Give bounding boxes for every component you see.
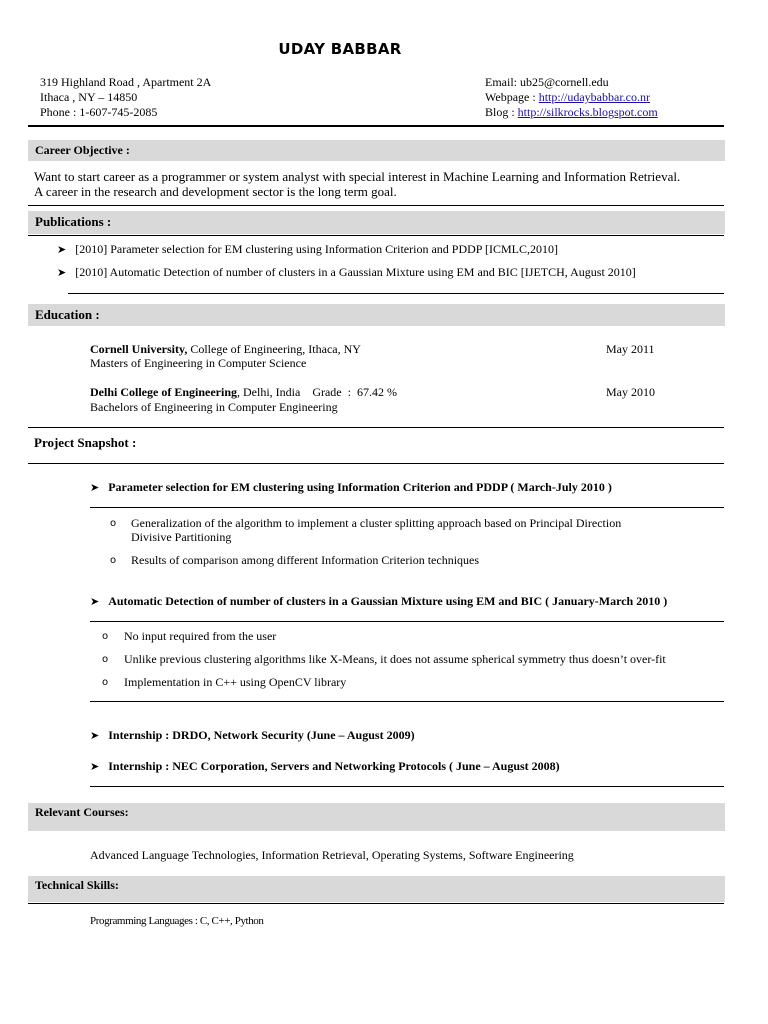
- blog-link[interactable]: http://silkrocks.blogspot.com: [517, 105, 658, 119]
- divider: [28, 903, 724, 904]
- project-bullet-line-1: Generalization of the algorithm to implement a cluster splitting approach based on Principal Direction: [131, 516, 622, 530]
- education-date: May 2011: [606, 342, 655, 356]
- project-bullet: Results of comparison among different Information Criterion techniques: [131, 553, 480, 567]
- project-title-text: Automatic Detection of number of clusters in a Gaussian Mixture using EM and BIC ( January-March 2010 ): [108, 594, 668, 608]
- header-divider: [28, 125, 724, 127]
- skills-heading: Technical Skills:: [35, 878, 119, 892]
- blog: [485, 105, 658, 120]
- email: Email: ub25@cornell.edu: [485, 75, 609, 89]
- section-career-objective: [28, 140, 725, 161]
- arrow-bullet-icon: ➤: [57, 243, 67, 256]
- webpage: [485, 90, 650, 105]
- blog-label: Blog :: [485, 105, 518, 119]
- divider: [68, 293, 724, 294]
- project-title: [90, 594, 667, 609]
- projects-heading: Project Snapshot :: [34, 435, 137, 450]
- project-title-text: Parameter selection for EM clustering using Information Criterion and PDDP ( March-July 2010 ): [108, 480, 612, 494]
- address-line-1: 319 Highland Road , Apartment 2A: [40, 75, 212, 89]
- internship-item: [90, 759, 560, 774]
- publications-heading: Publications :: [35, 214, 112, 229]
- internship-item: [90, 728, 415, 743]
- education-heading: Education :: [35, 307, 100, 322]
- arrow-bullet-icon: ➤: [90, 729, 100, 742]
- school-location: College of Engineering, Ithaca, NY: [187, 342, 361, 356]
- education-date: May 2010: [606, 385, 655, 399]
- education-school: [90, 385, 397, 400]
- arrow-bullet-icon: ➤: [57, 266, 67, 279]
- arrow-bullet-icon: ➤: [90, 760, 100, 773]
- arrow-bullet-icon: ➤: [90, 595, 100, 608]
- webpage-label: Webpage :: [485, 90, 539, 104]
- courses-heading: Relevant Courses:: [35, 805, 129, 819]
- education-degree: Masters of Engineering in Computer Science: [90, 356, 307, 370]
- courses-text: Advanced Language Technologies, Information Retrieval, Operating Systems, Software Engineering: [90, 848, 574, 862]
- address-line-2: Ithaca , NY – 14850: [40, 90, 138, 104]
- circle-bullet-icon: o: [110, 518, 117, 529]
- project-bullet-line-2: Divisive Partitioning: [131, 530, 232, 544]
- circle-bullet-icon: o: [102, 677, 109, 688]
- divider: [90, 507, 724, 508]
- divider: [28, 463, 724, 464]
- school-name: Cornell University,: [90, 342, 188, 356]
- career-objective-line-1: Want to start career as a programmer or system analyst with special interest in Machine Learning and Information Retrieval.: [34, 169, 681, 184]
- career-objective-line-2: A career in the research and development sector is the long term goal.: [34, 184, 397, 199]
- webpage-link[interactable]: http://udaybabbar.co.nr: [538, 90, 650, 104]
- section-education: [28, 304, 725, 326]
- circle-bullet-icon: o: [102, 654, 109, 665]
- skills-text: Programming Languages : C, C++, Python: [90, 915, 264, 927]
- project-bullet: No input required from the user: [124, 629, 277, 643]
- internship-text: Internship : NEC Corporation, Servers and Networking Protocols ( June – August 2008): [108, 759, 560, 773]
- candidate-name: UDAY BABBAR: [278, 40, 402, 58]
- education-school: [90, 342, 361, 357]
- divider: [28, 205, 724, 206]
- phone: Phone : 1-607-745-2085: [40, 105, 158, 119]
- school-location: , Delhi, India Grade : 67.42 %: [237, 385, 397, 399]
- internship-text: Internship : DRDO, Network Security (June – August 2009): [108, 728, 415, 742]
- publication-item: [57, 265, 636, 280]
- project-title: [90, 480, 612, 495]
- section-publications: [28, 211, 725, 234]
- career-objective-heading: Career Objective :: [35, 143, 130, 157]
- publication-item: [57, 242, 558, 257]
- divider: [90, 621, 724, 622]
- divider: [90, 786, 724, 787]
- divider: [28, 235, 724, 236]
- section-technical-skills: [28, 876, 725, 902]
- circle-bullet-icon: o: [110, 555, 117, 566]
- divider: [90, 701, 724, 702]
- education-degree: Bachelors of Engineering in Computer Engineering: [90, 400, 338, 414]
- publication-text: [2010] Parameter selection for EM clustering using Information Criterion and PDDP [ICMLC,2010]: [75, 242, 559, 256]
- project-bullet: Implementation in C++ using OpenCV library: [124, 675, 347, 689]
- circle-bullet-icon: o: [102, 631, 109, 642]
- arrow-bullet-icon: ➤: [90, 481, 100, 494]
- section-relevant-courses: [28, 803, 725, 831]
- divider: [28, 427, 724, 428]
- project-bullet: Unlike previous clustering algorithms like X-Means, it does not assume spherical symmetry thus doesn’t over-fit: [124, 652, 666, 666]
- school-name: Delhi College of Engineering: [90, 385, 237, 399]
- publication-text: [2010] Automatic Detection of number of clusters in a Gaussian Mixture using EM and BIC [IJETCH, August 2010]: [75, 265, 636, 279]
